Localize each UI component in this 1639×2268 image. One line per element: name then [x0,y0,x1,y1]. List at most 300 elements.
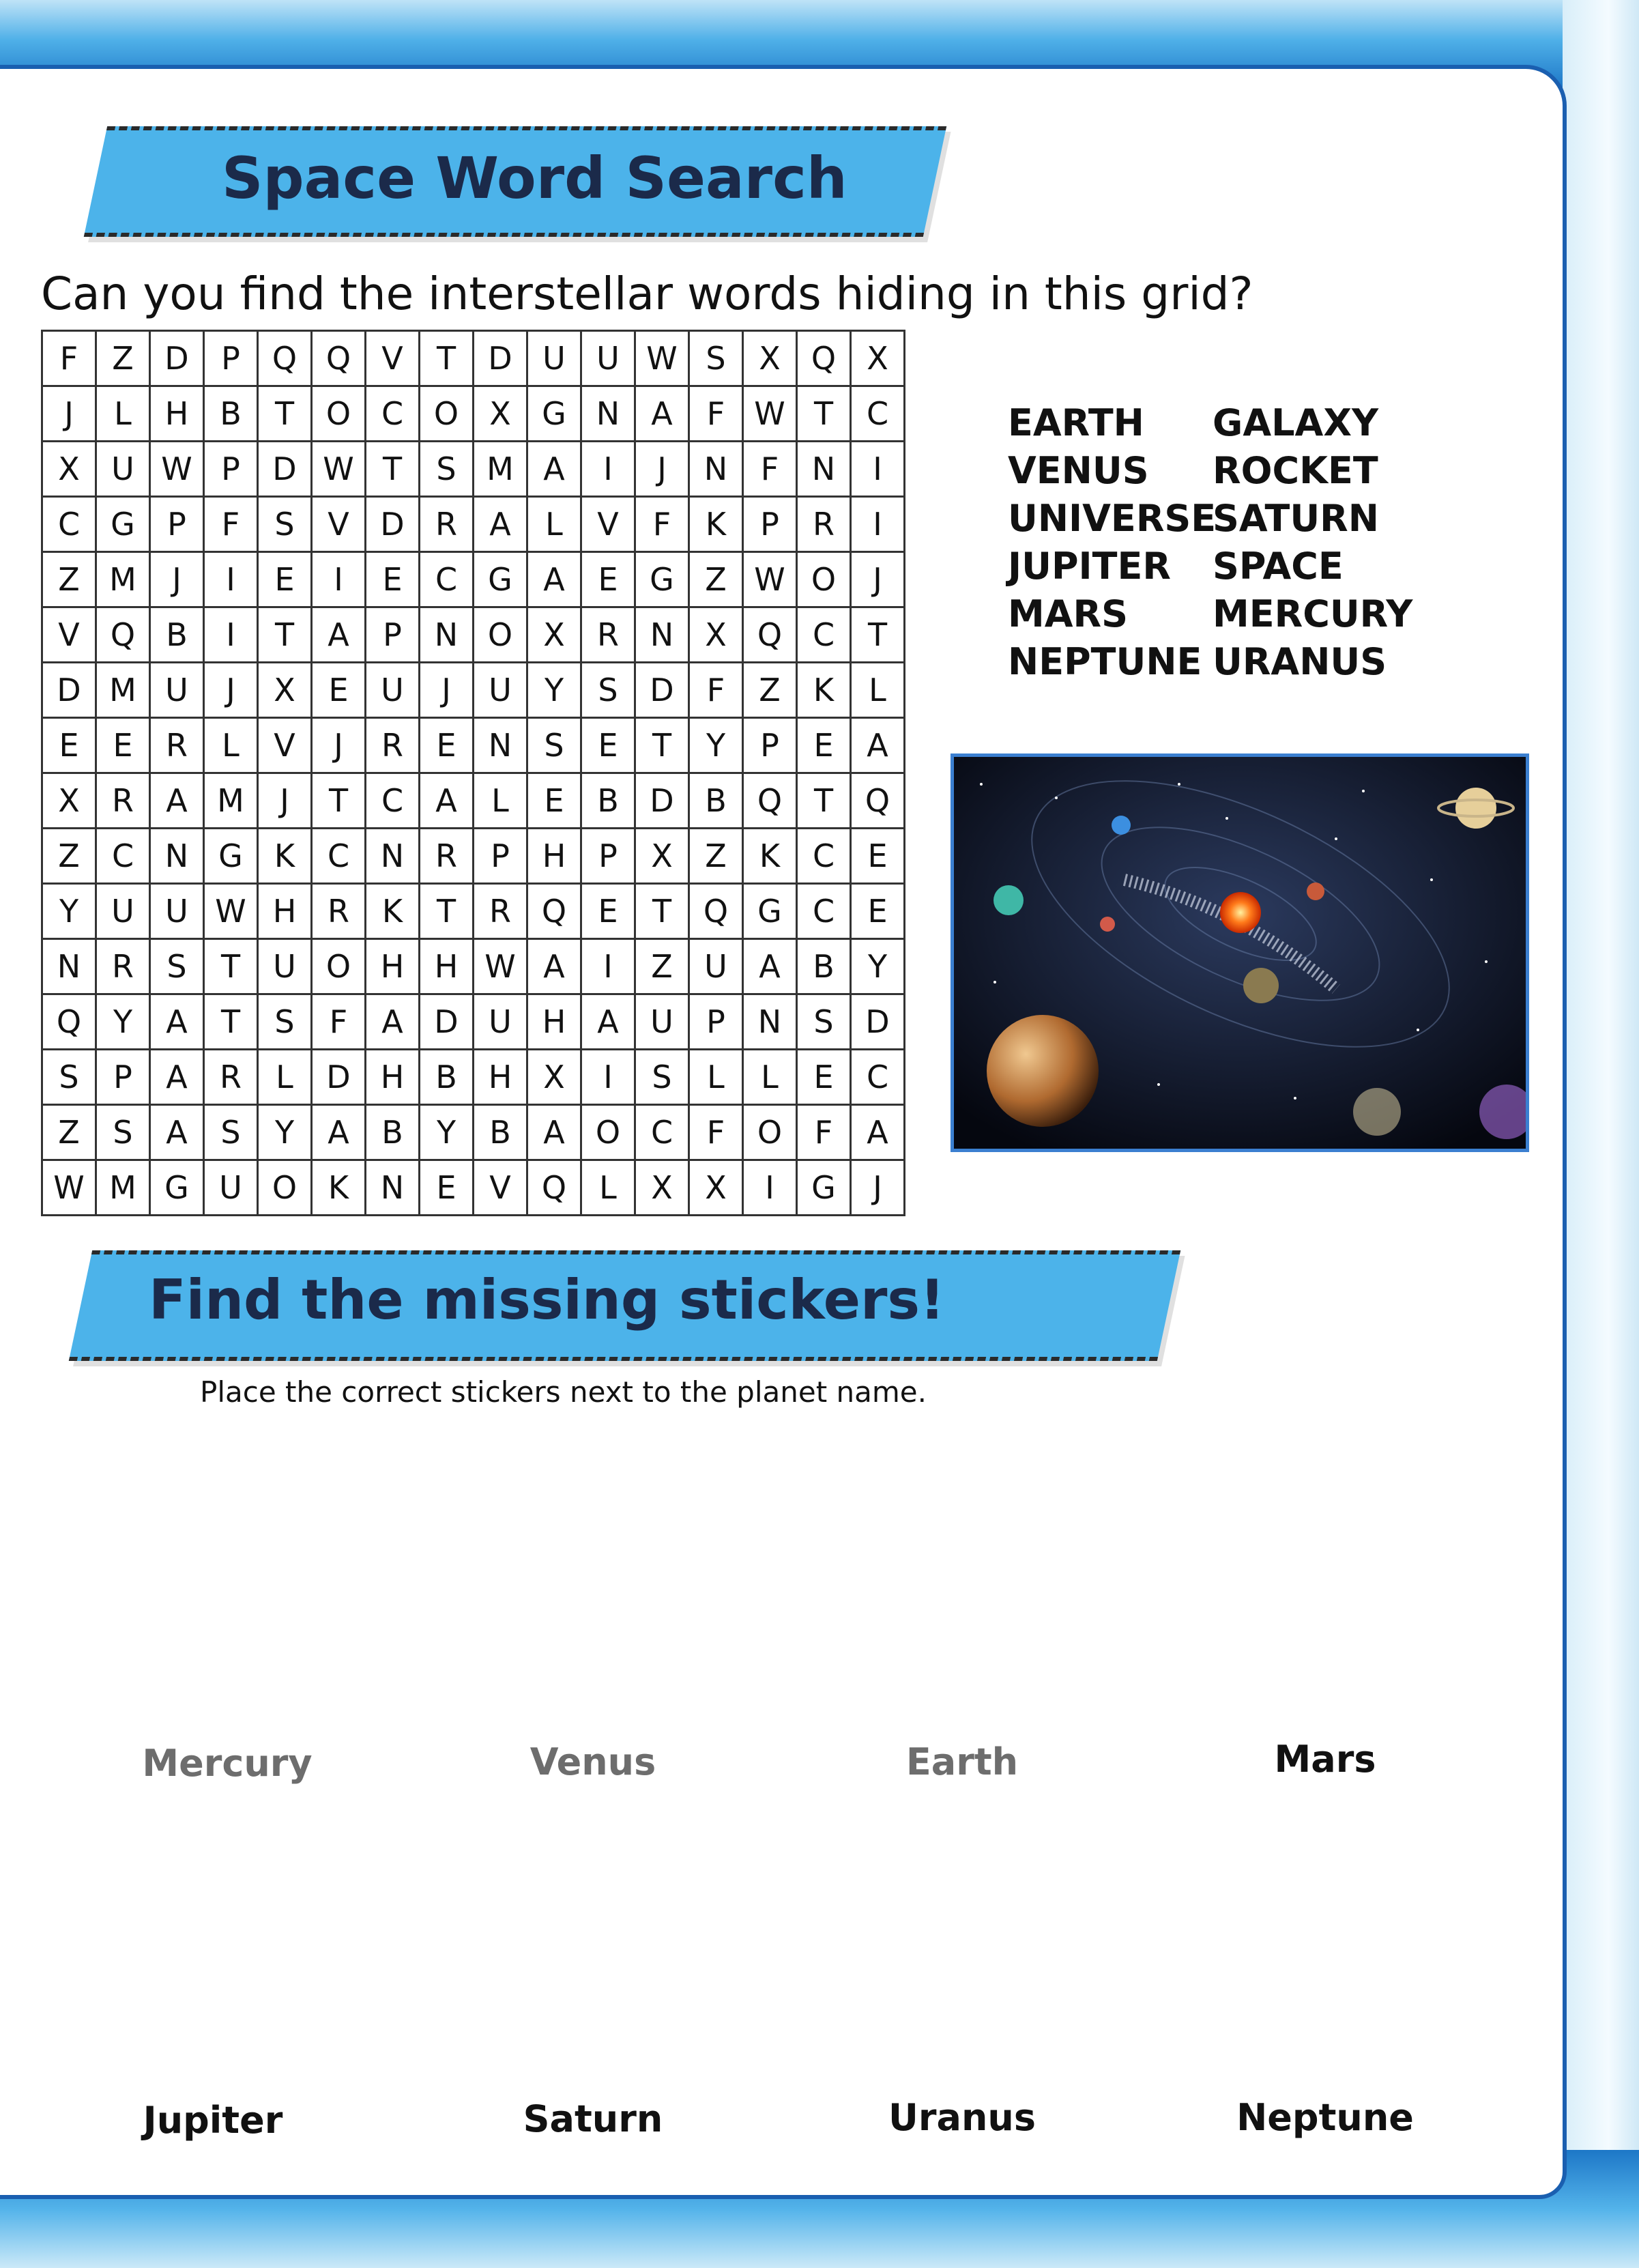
grid-cell[interactable]: J [635,442,689,497]
grid-cell[interactable]: A [420,773,474,829]
grid-cell[interactable]: L [527,497,581,552]
grid-cell[interactable]: S [258,994,312,1050]
grid-cell[interactable]: G [743,884,797,939]
grid-cell[interactable]: R [797,497,851,552]
grid-cell[interactable]: T [258,607,312,663]
grid-cell[interactable]: T [258,386,312,442]
grid-cell[interactable]: E [420,1160,474,1216]
grid-cell[interactable]: Y [96,994,150,1050]
grid-cell[interactable]: A [527,939,581,994]
grid-cell[interactable]: H [366,1050,420,1105]
planet-label-saturn: Saturn [523,2097,663,2140]
word-list-item: UNIVERSE [1008,497,1217,540]
grid-cell[interactable]: C [42,497,96,552]
grid-cell[interactable]: W [743,552,797,607]
grid-cell[interactable]: Y [527,663,581,718]
grid-cell[interactable]: U [527,331,581,386]
grid-cell[interactable]: Q [527,1160,581,1216]
grid-cell[interactable]: B [797,939,851,994]
grid-row [42,939,905,994]
grid-cell[interactable]: T [797,773,851,829]
grid-cell[interactable]: E [581,552,635,607]
grid-cell[interactable]: T [635,718,689,773]
grid-cell[interactable]: C [635,1105,689,1160]
grid-cell[interactable]: D [635,773,689,829]
grid-cell[interactable]: L [204,718,258,773]
grid-cell[interactable]: M [474,442,527,497]
grid-cell[interactable]: H [366,939,420,994]
grid-cell[interactable]: U [96,884,150,939]
grid-cell[interactable]: W [204,884,258,939]
grid-cell[interactable]: T [312,773,366,829]
grid-cell[interactable]: J [42,386,96,442]
grid-cell[interactable]: P [204,331,258,386]
grid-cell[interactable]: U [635,994,689,1050]
grid-cell[interactable]: D [420,994,474,1050]
grid-cell[interactable]: C [797,607,851,663]
grid-cell[interactable]: S [258,497,312,552]
grid-cell[interactable]: L [258,1050,312,1105]
grid-cell[interactable]: S [150,939,204,994]
grid-cell[interactable]: W [743,386,797,442]
grid-cell[interactable]: L [96,386,150,442]
grid-cell[interactable]: E [420,718,474,773]
grid-cell[interactable]: S [42,1050,96,1105]
grid-cell[interactable]: T [366,442,420,497]
grid-cell[interactable]: E [527,773,581,829]
grid-cell[interactable]: N [689,442,743,497]
grid-cell[interactable]: P [366,607,420,663]
grid-cell[interactable]: P [150,497,204,552]
grid-cell[interactable]: H [527,829,581,884]
word-search-grid [41,330,905,1216]
grid-cell[interactable]: Z [635,939,689,994]
grid-cell[interactable]: H [420,939,474,994]
grid-cell[interactable]: F [312,994,366,1050]
grid-cell[interactable]: Q [527,884,581,939]
grid-cell[interactable]: W [312,442,366,497]
grid-cell[interactable]: R [581,607,635,663]
grid-row [42,442,905,497]
grid-cell[interactable]: N [797,442,851,497]
grid-cell[interactable]: A [366,994,420,1050]
grid-cell[interactable]: T [204,939,258,994]
grid-cell[interactable]: Q [258,331,312,386]
grid-cell[interactable]: O [743,1105,797,1160]
grid-cell[interactable]: K [689,497,743,552]
grid-cell[interactable]: S [581,663,635,718]
grid-cell[interactable]: R [204,1050,258,1105]
grid-cell[interactable]: U [689,939,743,994]
grid-cell[interactable]: C [797,829,851,884]
grid-cell[interactable]: U [204,1160,258,1216]
grid-row [42,884,905,939]
grid-cell[interactable]: R [150,718,204,773]
grid-cell[interactable]: S [797,994,851,1050]
grid-cell[interactable]: E [581,884,635,939]
word-list-item: MERCURY [1213,592,1413,635]
grid-cell[interactable]: X [743,331,797,386]
grid-cell[interactable]: A [474,497,527,552]
grid-cell[interactable]: L [743,1050,797,1105]
grid-cell[interactable]: M [96,1160,150,1216]
grid-cell[interactable]: N [581,386,635,442]
word-list-item: VENUS [1008,449,1149,492]
grid-cell[interactable]: X [635,829,689,884]
grid-cell[interactable]: A [312,607,366,663]
grid-cell[interactable]: C [366,773,420,829]
grid-cell[interactable]: G [96,497,150,552]
grid-cell[interactable]: P [96,1050,150,1105]
grid-cell[interactable]: T [851,607,905,663]
word-list-item: GALAXY [1213,401,1379,444]
grid-cell[interactable]: O [312,939,366,994]
grid-cell[interactable]: I [204,552,258,607]
grid-cell[interactable]: Z [42,1105,96,1160]
grid-cell[interactable]: Y [42,884,96,939]
grid-cell[interactable]: T [420,331,474,386]
grid-cell[interactable]: N [366,829,420,884]
grid-cell[interactable]: V [42,607,96,663]
right-decorative-band [1563,0,1639,2268]
grid-cell[interactable]: K [743,829,797,884]
grid-cell[interactable]: K [258,829,312,884]
grid-cell[interactable]: J [312,718,366,773]
grid-cell[interactable]: B [581,773,635,829]
grid-cell[interactable]: W [150,442,204,497]
grid-row [42,718,905,773]
grid-cell[interactable]: G [635,552,689,607]
grid-cell[interactable]: S [204,1105,258,1160]
stickers-title: Find the missing stickers! [149,1268,945,1332]
grid-cell[interactable]: J [851,1160,905,1216]
grid-cell[interactable]: D [851,994,905,1050]
grid-cell[interactable]: Y [258,1105,312,1160]
grid-cell[interactable]: H [150,386,204,442]
grid-cell[interactable]: G [527,386,581,442]
grid-cell[interactable]: N [42,939,96,994]
grid-cell[interactable]: N [635,607,689,663]
grid-cell[interactable]: C [851,386,905,442]
grid-cell[interactable]: X [527,607,581,663]
grid-cell[interactable]: A [527,552,581,607]
planet-label-uranus: Uranus [888,2096,1036,2139]
grid-cell[interactable]: U [366,663,420,718]
grid-cell[interactable]: J [150,552,204,607]
grid-cell[interactable]: Y [689,718,743,773]
word-list-item: SPACE [1213,545,1344,588]
page-title: Space Word Search [222,145,847,212]
grid-cell[interactable]: S [527,718,581,773]
grid-cell[interactable]: W [474,939,527,994]
grid-cell[interactable]: F [689,386,743,442]
grid-cell[interactable]: A [851,718,905,773]
grid-cell[interactable]: A [150,773,204,829]
grid-cell[interactable]: A [635,386,689,442]
instructions-question: Can you find the interstellar words hiding in this grid? [41,268,1253,320]
grid-cell[interactable]: K [797,663,851,718]
grid-cell[interactable]: O [312,386,366,442]
grid-row [42,1050,905,1105]
grid-cell[interactable]: Z [96,331,150,386]
grid-cell[interactable]: Z [42,552,96,607]
grid-cell[interactable]: Q [743,773,797,829]
grid-cell[interactable]: H [527,994,581,1050]
grid-cell[interactable]: I [581,442,635,497]
grid-cell[interactable]: D [635,663,689,718]
grid-cell[interactable]: I [204,607,258,663]
word-list-item: NEPTUNE [1008,640,1202,683]
grid-cell[interactable]: P [689,994,743,1050]
grid-cell[interactable]: C [420,552,474,607]
grid-cell[interactable]: E [581,718,635,773]
grid-cell[interactable]: P [474,829,527,884]
grid-cell[interactable]: X [689,1160,743,1216]
grid-cell[interactable]: Y [420,1105,474,1160]
grid-cell[interactable]: E [42,718,96,773]
grid-cell[interactable]: R [366,718,420,773]
grid-cell[interactable]: Y [851,939,905,994]
grid-cell[interactable]: R [420,497,474,552]
planet-label-mars: Mars [1274,1738,1376,1781]
grid-cell[interactable]: Q [42,994,96,1050]
grid-cell[interactable]: N [474,718,527,773]
planet-label-venus: Venus [530,1740,656,1783]
grid-cell[interactable]: Z [743,663,797,718]
grid-row [42,1105,905,1160]
grid-cell[interactable]: L [851,663,905,718]
grid-cell[interactable]: A [527,442,581,497]
planet-label-jupiter: Jupiter [143,2099,283,2142]
planet-label-neptune: Neptune [1236,2096,1414,2139]
grid-row [42,663,905,718]
grid-cell[interactable]: X [42,442,96,497]
grid-cell[interactable]: O [797,552,851,607]
grid-cell[interactable]: B [420,1050,474,1105]
grid-cell[interactable]: R [96,939,150,994]
grid-cell[interactable]: E [851,829,905,884]
grid-cell[interactable]: T [635,884,689,939]
grid-cell[interactable]: X [474,386,527,442]
grid-cell[interactable]: I [851,497,905,552]
grid-cell[interactable]: I [581,939,635,994]
grid-cell[interactable]: J [204,663,258,718]
grid-cell[interactable]: X [258,663,312,718]
grid-cell[interactable]: B [474,1105,527,1160]
grid-cell[interactable]: V [474,1160,527,1216]
grid-cell[interactable]: V [581,497,635,552]
grid-cell[interactable]: T [420,884,474,939]
grid-cell[interactable]: C [851,1050,905,1105]
grid-cell[interactable]: B [366,1105,420,1160]
word-list-item: SATURN [1213,497,1379,540]
grid-cell[interactable]: N [743,994,797,1050]
grid-cell[interactable]: Q [689,884,743,939]
grid-cell[interactable]: C [96,829,150,884]
grid-cell[interactable]: E [366,552,420,607]
word-list-item: JUPITER [1008,545,1171,588]
planet-label-earth: Earth [905,1740,1019,1783]
grid-cell[interactable]: D [42,663,96,718]
grid-cell[interactable]: G [150,1160,204,1216]
grid-cell[interactable]: F [743,442,797,497]
grid-cell[interactable]: U [474,663,527,718]
grid-cell[interactable]: I [581,1050,635,1105]
grid-cell[interactable]: K [366,884,420,939]
grid-row [42,773,905,829]
grid-cell[interactable]: X [527,1050,581,1105]
grid-cell[interactable]: R [474,884,527,939]
grid-cell[interactable]: E [797,1050,851,1105]
grid-cell[interactable]: K [312,1160,366,1216]
grid-cell[interactable]: E [312,663,366,718]
word-list-item: ROCKET [1213,449,1378,492]
grid-cell[interactable]: C [312,829,366,884]
grid-cell[interactable]: G [474,552,527,607]
grid-cell[interactable]: B [150,607,204,663]
grid-cell[interactable]: R [312,884,366,939]
grid-cell[interactable]: Z [42,829,96,884]
grid-cell[interactable]: S [635,1050,689,1105]
grid-cell[interactable]: O [258,1160,312,1216]
grid-row [42,1160,905,1216]
grid-cell[interactable]: M [204,773,258,829]
grid-cell[interactable]: D [474,331,527,386]
grid-cell[interactable]: W [635,331,689,386]
grid-cell[interactable]: V [366,331,420,386]
grid-cell[interactable]: O [474,607,527,663]
grid-cell[interactable]: E [96,718,150,773]
stickers-subtitle: Place the correct stickers next to the planet name. [200,1375,927,1409]
grid-cell[interactable]: S [96,1105,150,1160]
grid-cell[interactable]: H [258,884,312,939]
grid-cell[interactable]: A [150,1050,204,1105]
grid-cell[interactable]: F [204,497,258,552]
grid-cell[interactable]: U [150,884,204,939]
grid-cell[interactable]: P [581,829,635,884]
grid-cell[interactable]: L [689,1050,743,1105]
grid-cell[interactable]: G [797,1160,851,1216]
grid-cell[interactable]: F [635,497,689,552]
solar-system-image [951,753,1529,1152]
grid-cell[interactable]: I [312,552,366,607]
grid-cell[interactable]: J [420,663,474,718]
grid-cell[interactable]: O [581,1105,635,1160]
grid-cell[interactable]: E [797,718,851,773]
word-list-item: URANUS [1213,640,1387,683]
grid-cell[interactable]: A [150,994,204,1050]
grid-cell[interactable]: D [312,1050,366,1105]
grid-cell[interactable]: A [150,1105,204,1160]
word-list [1008,403,1417,683]
grid-cell[interactable]: X [635,1160,689,1216]
grid-cell[interactable]: Q [312,331,366,386]
grid-cell[interactable]: E [851,884,905,939]
grid-cell[interactable]: M [96,663,150,718]
grid-cell[interactable]: V [258,718,312,773]
grid-cell[interactable]: A [527,1105,581,1160]
grid-cell[interactable]: A [312,1105,366,1160]
grid-row [42,331,905,386]
grid-cell[interactable]: Z [689,552,743,607]
grid-cell[interactable]: F [42,331,96,386]
grid-cell[interactable]: F [797,1105,851,1160]
grid-cell[interactable]: J [258,773,312,829]
grid-cell[interactable]: Z [689,829,743,884]
grid-cell[interactable]: X [851,331,905,386]
grid-cell[interactable]: F [689,663,743,718]
grid-cell[interactable]: C [366,386,420,442]
grid-cell[interactable]: P [743,718,797,773]
grid-row [42,994,905,1050]
grid-cell[interactable]: M [96,552,150,607]
grid-cell[interactable]: A [743,939,797,994]
grid-cell[interactable]: D [150,331,204,386]
grid-cell[interactable]: Q [96,607,150,663]
grid-cell[interactable]: U [150,663,204,718]
word-list-item: MARS [1008,592,1129,635]
grid-cell[interactable]: V [312,497,366,552]
planet-label-mercury: Mercury [142,1742,313,1785]
grid-cell[interactable]: X [42,773,96,829]
grid-cell[interactable]: W [42,1160,96,1216]
grid-cell[interactable]: Q [851,773,905,829]
grid-cell[interactable]: D [366,497,420,552]
grid-cell[interactable]: Q [797,331,851,386]
grid-cell[interactable]: R [420,829,474,884]
grid-cell[interactable]: F [689,1105,743,1160]
grid-cell[interactable]: S [420,442,474,497]
grid-cell[interactable]: B [689,773,743,829]
grid-cell[interactable]: P [743,497,797,552]
grid-cell[interactable]: S [689,331,743,386]
grid-cell[interactable]: L [474,773,527,829]
grid-cell[interactable]: I [743,1160,797,1216]
grid-cell[interactable]: O [420,386,474,442]
grid-cell[interactable]: N [366,1160,420,1216]
grid-cell[interactable]: E [258,552,312,607]
grid-cell[interactable]: Q [743,607,797,663]
grid-cell[interactable]: T [204,994,258,1050]
grid-cell[interactable]: U [474,994,527,1050]
grid-cell[interactable]: J [851,552,905,607]
grid-row [42,829,905,884]
grid-cell[interactable]: A [581,994,635,1050]
grid-cell[interactable]: B [204,386,258,442]
grid-cell[interactable]: I [851,442,905,497]
grid-cell[interactable]: N [420,607,474,663]
grid-cell[interactable]: P [204,442,258,497]
grid-cell[interactable]: U [581,331,635,386]
grid-cell[interactable]: H [474,1050,527,1105]
grid-cell[interactable]: T [797,386,851,442]
grid-cell[interactable]: L [581,1160,635,1216]
grid-cell[interactable]: C [797,884,851,939]
grid-cell[interactable]: D [258,442,312,497]
grid-row [42,607,905,663]
grid-row [42,497,905,552]
grid-row [42,386,905,442]
grid-cell[interactable]: G [204,829,258,884]
grid-row [42,552,905,607]
grid-cell[interactable]: U [258,939,312,994]
grid-cell[interactable]: A [851,1105,905,1160]
grid-cell[interactable]: R [96,773,150,829]
grid-cell[interactable]: U [96,442,150,497]
grid-cell[interactable]: X [689,607,743,663]
word-list-item: EARTH [1008,401,1144,444]
grid-cell[interactable]: N [150,829,204,884]
